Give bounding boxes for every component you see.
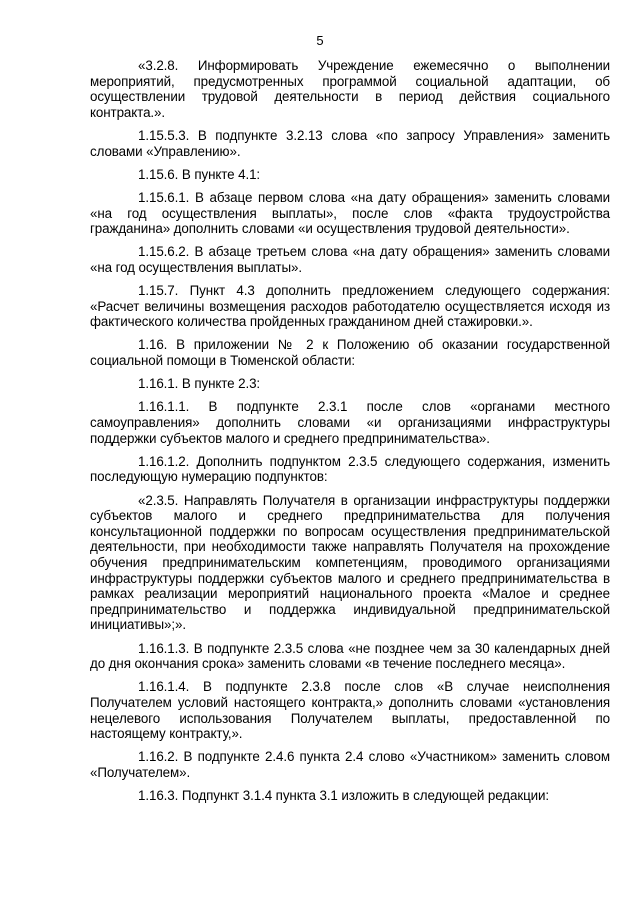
- paragraph-1-15-6-1: 1.15.6.1. В абзаце первом слова «на дату обращения» заменить словами «на год осуществления выплаты», после слов «факта трудоустройства гражданина» дополнить словами «и осуществления трудовой деятельности».: [90, 189, 610, 237]
- paragraph-1-15-6: 1.15.6. В пункте 4.1:: [138, 166, 261, 182]
- paragraph-1-16-1-2: 1.16.1.2. Дополнить подпунктом 2.3.5 следующего содержания, изменить последующую нумерацию подпунктов:: [90, 453, 610, 485]
- paragraph-1-16-3: 1.16.3. Подпункт 3.1.4 пункта 3.1 изложить в следующей редакции:: [138, 788, 550, 804]
- paragraph-2-3-5: «2.3.5. Направлять Получателя в организации инфраструктуры поддержки субъектов малого и среднего предпринимательства для получения консультационной поддержки по вопросам осуществления предпринимательской деятельности, при необходимости также направлять Получателя на прохождение обучения предпринимательским компетенциям, проводимого организациями инфраструктуры поддержки субъектов малого и среднего предпринимательства в рамках реализации мероприятий национального проекта «Малое и среднее предпринимательство и поддержка индивидуальной предпринимательской инициативы»;».: [90, 492, 610, 633]
- paragraph-1-15-7: 1.15.7. Пункт 4.3 дополнить предложением следующего содержания: «Расчет величины возмещения расходов работодателю осуществляется исходя из фактического количества пройденных гражданином дней стажировки.».: [90, 283, 610, 330]
- paragraph-3-2-8: «3.2.8. Информировать Учреждение ежемесячно о выполнении мероприятий, предусмотренных программой социальной адаптации, об осуществлении трудовой деятельности в период действия социального контракта.».: [90, 58, 610, 120]
- paragraph-1-16-1: 1.16.1. В пункте 2.3:: [138, 376, 261, 392]
- document-body: [90, 58, 610, 811]
- paragraph-1-16: 1.16. В приложении № 2 к Положению об оказании государственной социальной помощи в Тюменской области:: [90, 337, 610, 369]
- paragraph-1-16-1-1: 1.16.1.1. В подпункте 2.3.1 после слов «органами местного самоуправления» дополнить словами «и организациями инфраструктуры поддержки субъектов малого и среднего предпринимательства».: [90, 399, 610, 446]
- paragraph-1-15-6-2: 1.15.6.2. В абзаце третьем слова «на дату обращения» заменить словами «на год осуществления выплаты».: [90, 244, 610, 275]
- paragraph-1-16-1-3: 1.16.1.3. В подпункте 2.3.5 слова «не позднее чем за 30 календарных дней до дня окончания срока» заменить словами «в течение последнего месяца».: [90, 640, 610, 672]
- page-number: 5: [316, 33, 324, 48]
- paragraph-1-15-5-3: 1.15.5.3. В подпункте 3.2.13 слова «по запросу Управления» заменить словами «Управлению».: [90, 127, 610, 159]
- paragraph-1-16-2: 1.16.2. В подпункте 2.4.6 пункта 2.4 слово «Участником» заменить словом «Получателем».: [90, 749, 610, 780]
- paragraph-1-16-1-4: 1.16.1.4. В подпункте 2.3.8 после слов «В случае неисполнения Получателем условий настоящего контракта,» дополнить словами «установления нецелевого использования Получателем выплаты, предоставленной по настоящему контракту,».: [90, 679, 610, 742]
